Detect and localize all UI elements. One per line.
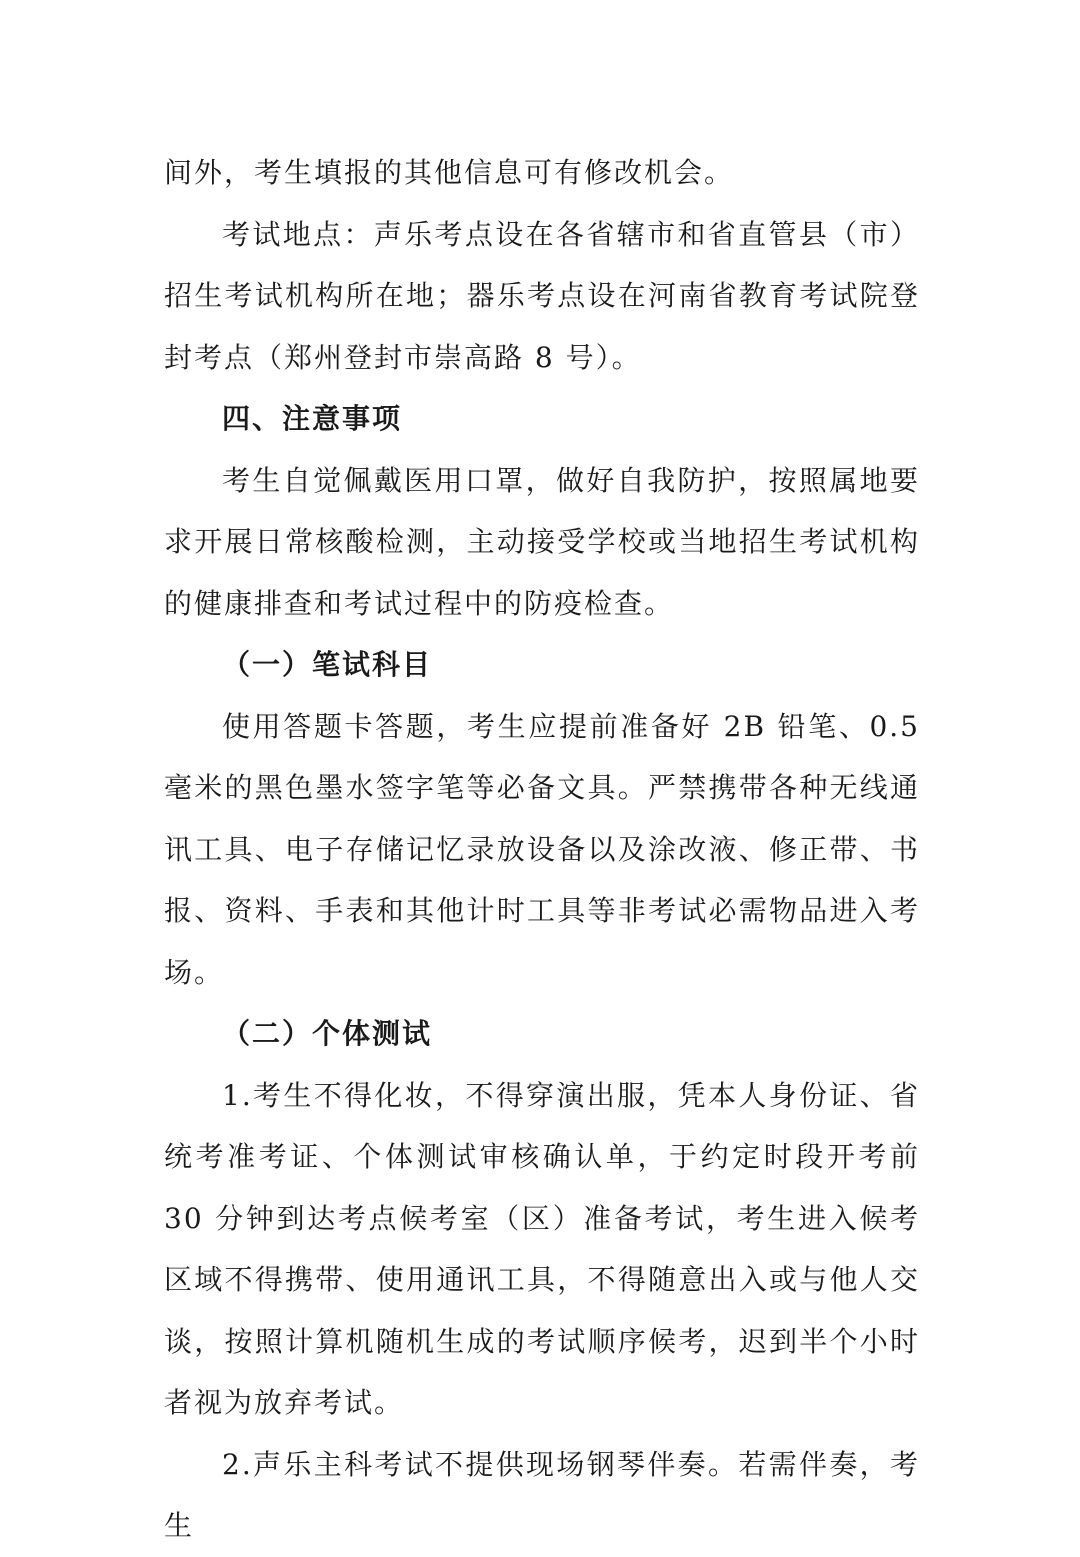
subheading-individual-test: （二）个体测试 — [222, 1017, 433, 1050]
paragraph-written-exam-rules: 使用答题卡答题，考生应提前准备好 2B 铅笔、0.5 毫米的黑色墨水签字笔等必备文具。严禁携带各种无线通讯工具、电子存储记忆录放设备以及涂改液、修正带、书报、资料、手表和其他计时工具等非考试必需物品进入考场。 — [164, 709, 920, 989]
paragraph-continuation: 间外，考生填报的其他信息可有修改机会。 — [164, 156, 735, 189]
section-heading-notes: 四、注意事项 — [222, 402, 403, 435]
paragraph-individual-test-rule-2: 2.声乐主科考试不提供现场钢琴伴奏。若需伴奏，考生 — [164, 1447, 920, 1542]
document-body — [164, 142, 920, 1557]
paragraph-individual-test-rule-1: 1.考生不得化妆，不得穿演出服，凭本人身份证、省统考准考证、个体测试审核确认单，于约定时段开考前 30 分钟到达考点候考室（区）准备考试，考生进入候考区域不得携带、使用通讯工具，不得随意出入或与他人交谈，按照计算机随机生成的考试顺序候考，迟到半个小时者视为放弃考试。 — [164, 1078, 920, 1419]
paragraph-exam-location: 考试地点：声乐考点设在各省辖市和省直管县（市）招生考试机构所在地；器乐考点设在河南省教育考试院登封考点（郑州登封市崇高路 8 号）。 — [164, 217, 920, 374]
paragraph-health-protection: 考生自觉佩戴医用口罩，做好自我防护，按照属地要求开展日常核酸检测，主动接受学校或当地招生考试机构的健康排查和考试过程中的防疫检查。 — [164, 463, 920, 620]
subheading-written-exam: （一）笔试科目 — [222, 648, 433, 681]
